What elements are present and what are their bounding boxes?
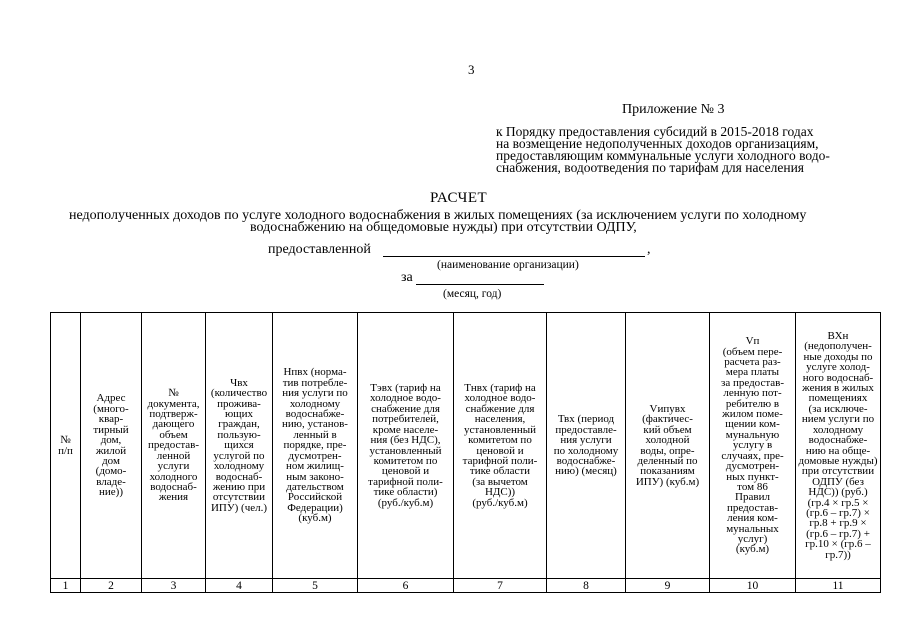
column-header-line: Российской [287, 491, 343, 504]
column-header-line: (руб./куб.м) [377, 496, 434, 509]
column-header-line: щихся [224, 439, 254, 452]
column-header-line: мера платы [725, 366, 780, 379]
column-header-line: ВХн [827, 330, 849, 343]
column-header-3 [142, 313, 206, 579]
column-header-line: гр.7)) [825, 548, 851, 561]
column-header-line: ребителю в [725, 397, 780, 410]
column-header-line: комитетом по [373, 454, 438, 467]
column-header-line: ОДПУ (без [812, 475, 864, 488]
column-header-line: владе- [96, 475, 126, 488]
column-header-line: населения, [474, 413, 526, 426]
column-header-line: Vипувх [649, 402, 686, 415]
column-header-line: услуги [157, 460, 190, 473]
column-header-line: случаях, пре- [721, 449, 784, 462]
column-header-line: водоснаб- [150, 480, 197, 493]
column-header-line: дусмотрен- [725, 460, 780, 473]
column-header-line: щении ком- [725, 418, 780, 431]
column-header-line: дусмотрен- [288, 449, 342, 462]
column-header-line: услуг) [737, 532, 768, 545]
column-header-2 [81, 313, 142, 579]
document-subtitle-line: водоснабжению на общедомовые нужды) при отсутствии ОДПУ, [250, 220, 637, 235]
column-header-line: нию) (месяц) [555, 465, 617, 478]
column-header-line: жению при [212, 480, 266, 493]
column-header-line: (количество [210, 387, 268, 400]
column-header-8 [547, 313, 626, 579]
column-header-line: услугу в [732, 439, 773, 452]
column-header-line: за предостав- [720, 376, 785, 389]
column-header-line: п/п [58, 444, 73, 457]
appendix-title: Приложение № 3 [622, 102, 725, 117]
column-number-cell: 6 [358, 579, 454, 593]
column-header-line: кроме населе- [372, 423, 439, 436]
column-number-cell: 3 [142, 579, 206, 593]
column-header-7 [454, 313, 547, 579]
column-header-line: водоснабже- [556, 454, 616, 467]
column-header-line: снабжение для [465, 402, 535, 415]
column-header-line: (гр.6 – гр.7) + [806, 527, 870, 540]
column-header-line: пользую- [217, 428, 261, 441]
column-header-line: квар- [98, 413, 124, 426]
column-header-line: ния услуги по [282, 387, 348, 400]
column-header-line: предостав- [147, 439, 200, 452]
column-header-line: холодное водо- [464, 392, 536, 405]
column-header-line: Тэвх (тариф на [370, 382, 441, 395]
column-header-line: дом, [100, 434, 122, 447]
column-header-line: Федерации) [287, 501, 343, 514]
column-header-line: (гр.4 × гр.5 × [807, 496, 869, 509]
column-header-line: тарифной поли- [462, 454, 538, 467]
column-header-line: НДС)) [484, 486, 516, 499]
column-header-line: документа, [147, 397, 200, 410]
column-header-line: ценовой и [381, 465, 430, 478]
column-header-line: холодного [149, 470, 198, 483]
column-header-line: холодное водо- [370, 392, 441, 405]
calculation-table [50, 312, 880, 592]
column-header-line: нию на обще- [805, 444, 871, 457]
column-header-line: ния (без НДС), [370, 434, 441, 447]
column-header-line: дом [102, 454, 120, 467]
column-number-cell: 11 [796, 579, 881, 593]
column-header-line: водоснабже- [285, 408, 345, 421]
column-header-line: ния услуги [560, 434, 612, 447]
page-number: 3 [468, 62, 475, 77]
column-header-line: ных пункт- [726, 470, 779, 483]
column-header-line: снабжение для [371, 402, 440, 415]
column-header-line: ценовой и [476, 444, 524, 457]
provided-label: предоставленной [268, 242, 371, 257]
column-header-line: предостав- [726, 501, 779, 514]
organization-comma: , [647, 242, 651, 257]
column-header-line: ИПУ) (чел.) [210, 501, 268, 514]
column-header-line: Правил [735, 491, 770, 504]
column-header-line: услуге холод- [806, 361, 870, 374]
document-subtitle-line: недополученных доходов по услуге холодного водоснабжения в жилых помещениях (за исключением услуги по холодному [69, 208, 807, 223]
column-header-line: (домо- [95, 465, 127, 478]
column-header-line: ления ком- [727, 512, 778, 525]
column-header-line: (недополучен- [804, 340, 872, 353]
column-header-line: том 86 [737, 480, 768, 493]
column-header-line: тирный [93, 423, 129, 436]
column-header-line: установленный [463, 423, 537, 436]
column-header-line: (куб.м) [298, 512, 332, 525]
column-header-line: ном жилищ- [286, 460, 344, 473]
column-header-line: отсутствии [212, 491, 266, 504]
column-header-line: Твх (период [557, 413, 615, 426]
column-header-line: ИПУ) (куб.м) [635, 475, 700, 488]
column-header-line: жилой [95, 444, 127, 457]
column-header-line: холодной [645, 434, 690, 447]
column-number-cell: 10 [710, 579, 796, 593]
column-header-line: нию, установ- [282, 418, 348, 431]
appendix-order-line: на возмещение недополученных доходов организациям, [496, 136, 819, 151]
column-header-6 [358, 313, 454, 579]
column-header-line: № [168, 387, 179, 400]
column-header-line: граждан, [218, 418, 260, 431]
column-header-line: жения в жилых [802, 382, 874, 395]
column-header-line: (гр.6 – гр.7) × [806, 506, 870, 519]
column-header-line: тарифной поли- [368, 475, 443, 488]
column-header-line: (много- [93, 402, 129, 415]
document-title: РАСЧЕТ [430, 190, 488, 206]
column-header-line: (фактичес- [642, 413, 693, 426]
column-header-11 [796, 313, 881, 579]
column-header-line: дающего [152, 418, 195, 431]
column-header-line: жения [158, 491, 189, 504]
column-header-line: по холодному [553, 444, 619, 457]
column-header-5 [273, 313, 358, 579]
column-header-line: прожива- [217, 397, 261, 410]
column-header-line: подтверж- [149, 408, 198, 421]
column-number-row [51, 579, 881, 593]
column-header-line: жилом поме- [722, 408, 783, 421]
column-header-line: ющих [224, 408, 254, 421]
appendix-order-line: снабжения, водоотведения по тарифам для населения [496, 160, 805, 175]
column-header-1 [51, 313, 81, 579]
column-header-line: кий объем [643, 423, 692, 436]
column-header-line: водоснабже- [808, 434, 868, 447]
period-label: за [401, 270, 413, 285]
column-header-line: услугой по [213, 449, 265, 462]
column-header-line: Vп [745, 335, 760, 348]
column-header-line: нием услуги по [801, 413, 875, 426]
column-header-line: тив потребле- [282, 376, 348, 389]
column-header-line: тике области [469, 465, 531, 478]
table-header-row [51, 313, 881, 579]
column-header-line: ные доходы по [803, 350, 873, 363]
column-header-line: домовые нужды) [798, 454, 878, 467]
column-header-line: мунальных [726, 522, 779, 535]
column-header-line: порядке, пре- [283, 439, 347, 452]
column-number-cell: 4 [206, 579, 273, 593]
column-header-line: расчета раз- [724, 356, 781, 369]
column-header-line: Чвх [230, 376, 248, 389]
column-number-cell: 5 [273, 579, 358, 593]
column-header-line: деленный по [637, 454, 698, 467]
column-number-cell: 1 [51, 579, 81, 593]
organization-field-caption: (наименование организации) [437, 259, 579, 271]
column-header-line: ленный в [293, 428, 337, 441]
column-header-line: Нпвх (норма- [283, 366, 347, 379]
column-header-line: гр.8 + гр.9 × [809, 517, 867, 530]
column-header-line: тике области) [373, 486, 438, 499]
column-header-line: показаниям [640, 465, 695, 478]
appendix-order-line: к Порядку предоставления субсидий в 2015-2018 годах [496, 124, 814, 139]
column-header-line: при отсутствии [801, 465, 875, 478]
period-field-caption: (месяц, год) [443, 288, 502, 300]
column-header-line: холодному [812, 423, 864, 436]
column-number-cell: 7 [454, 579, 547, 593]
column-header-line: воды, опре- [640, 444, 695, 457]
column-header-line: мунальную [725, 428, 780, 441]
column-header-9 [626, 313, 710, 579]
column-header-line: потребителей, [372, 413, 439, 426]
column-header-line: дательством [286, 480, 344, 493]
column-header-line: № [60, 434, 71, 447]
column-header-line: комитетом по [468, 434, 532, 447]
period-field[interactable] [416, 284, 544, 285]
column-header-line: (объем пере- [722, 345, 783, 358]
column-header-line: (руб./куб.м) [472, 496, 528, 509]
column-header-line: (за исключе- [808, 402, 868, 415]
column-header-line: ленной [156, 449, 191, 462]
column-header-line: холодному [289, 397, 341, 410]
column-header-line: ным законо- [286, 470, 344, 483]
appendix-order-line: предоставляющим коммунальные услуги холодного водо- [496, 148, 830, 163]
column-header-line: Тнвх (тариф на [464, 382, 536, 395]
column-header-line: ленную пот- [723, 387, 782, 400]
column-header-line: установленный [369, 444, 442, 457]
column-header-line: Адрес [96, 392, 126, 405]
column-header-line: холодному [213, 460, 265, 473]
column-number-cell: 2 [81, 579, 142, 593]
column-number-cell: 8 [547, 579, 626, 593]
column-header-4 [206, 313, 273, 579]
column-header-line: НДС)) (руб.) [808, 486, 868, 499]
column-number-cell: 9 [626, 579, 710, 593]
column-header-line: помещениях [808, 392, 868, 405]
column-header-line: объем [159, 428, 188, 441]
column-header-10 [710, 313, 796, 579]
column-header-line: ного водоснаб- [802, 371, 874, 384]
column-header-line: (куб.м) [735, 543, 770, 556]
column-header-line: водоснаб- [215, 470, 263, 483]
column-header-line: гр.10 × (гр.6 – [805, 538, 871, 551]
column-header-line: предоставле- [555, 423, 617, 436]
organization-name-field[interactable] [383, 256, 645, 257]
column-header-line: (за вычетом [472, 475, 528, 488]
column-header-line: ние)) [99, 486, 123, 499]
